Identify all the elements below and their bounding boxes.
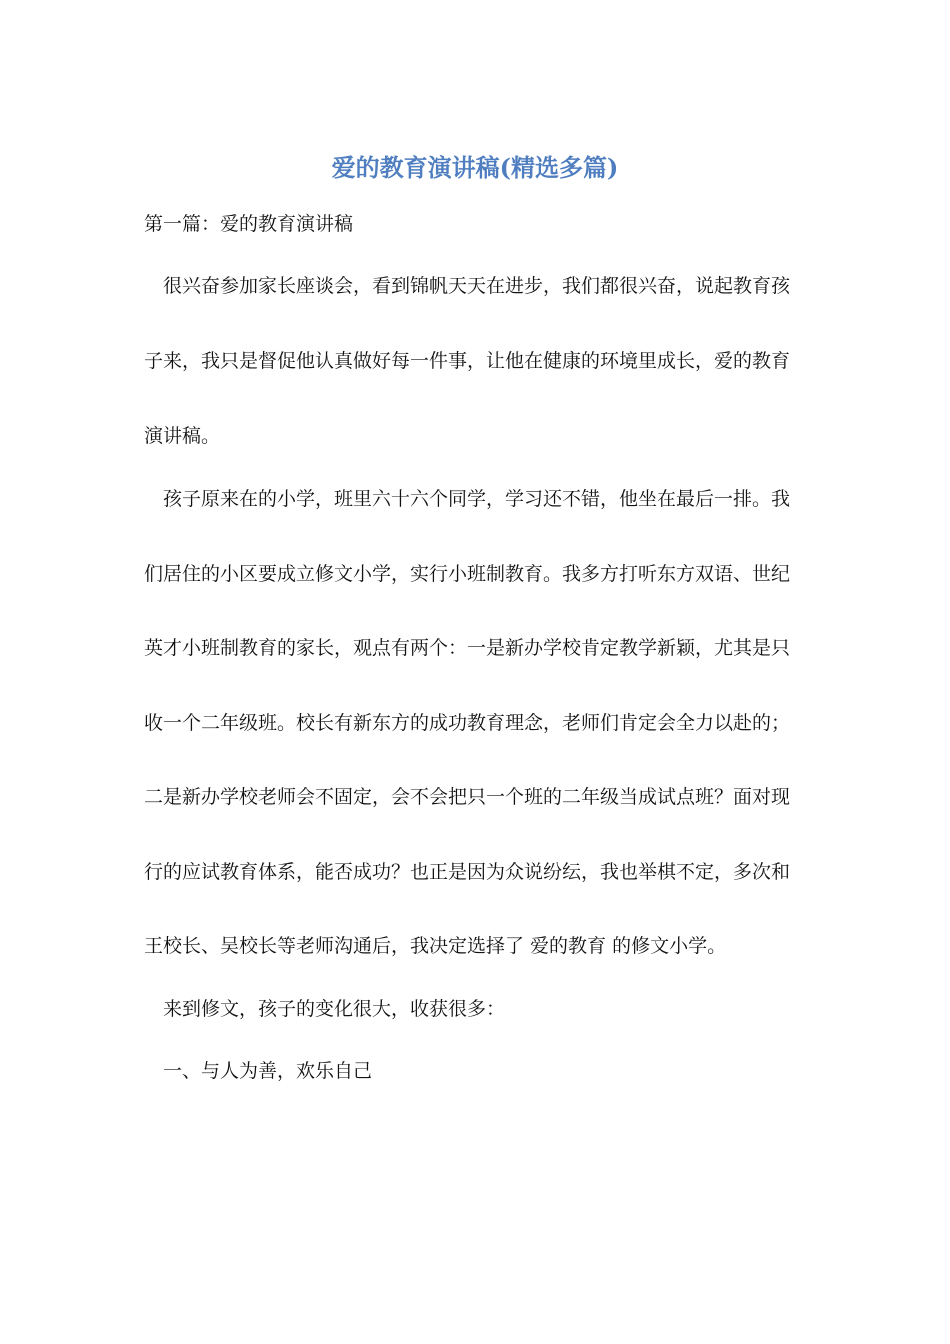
- list-heading: 一、与人为善，欢乐自己: [163, 1060, 373, 1082]
- paragraph-line: 来到修文，孩子的变化很大，收获很多：: [163, 998, 506, 1020]
- paragraph-line: 王校长、吴校长等老师沟通后，我决定选择了 爱的教育 的修文小学。: [144, 935, 727, 957]
- document-title: 爱的教育演讲稿(精选多篇): [331, 153, 619, 182]
- paragraph-line: 收一个二年级班。校长有新东方的成功教育理念，老师们肯定会全力以赴的；: [144, 712, 791, 734]
- paragraph-line: 二是新办学校老师会不固定，会不会把只一个班的二年级当成试点班？面对现: [144, 786, 791, 808]
- paragraph-line: 英才小班制教育的家长，观点有两个：一是新办学校肯定教学新颖，尤其是只: [144, 637, 791, 659]
- paragraph-line: 子来，我只是督促他认真做好每一件事，让他在健康的环境里成长，爱的教育: [144, 350, 791, 372]
- paragraph-line: 演讲稿。: [144, 425, 221, 447]
- section-heading: 第一篇：爱的教育演讲稿: [144, 213, 354, 235]
- paragraph-line: 们居住的小区要成立修文小学，实行小班制教育。我多方打听东方双语、世纪: [144, 563, 791, 585]
- paragraph-line: 很兴奋参加家长座谈会，看到锦帆天天在进步，我们都很兴奋，说起教育孩: [163, 275, 791, 297]
- paragraph-line: 行的应试教育体系，能否成功？也正是因为众说纷纭，我也举棋不定，多次和: [144, 861, 791, 883]
- paragraph-line: 孩子原来在的小学，班里六十六个同学，学习还不错，他坐在最后一排。我: [163, 488, 791, 510]
